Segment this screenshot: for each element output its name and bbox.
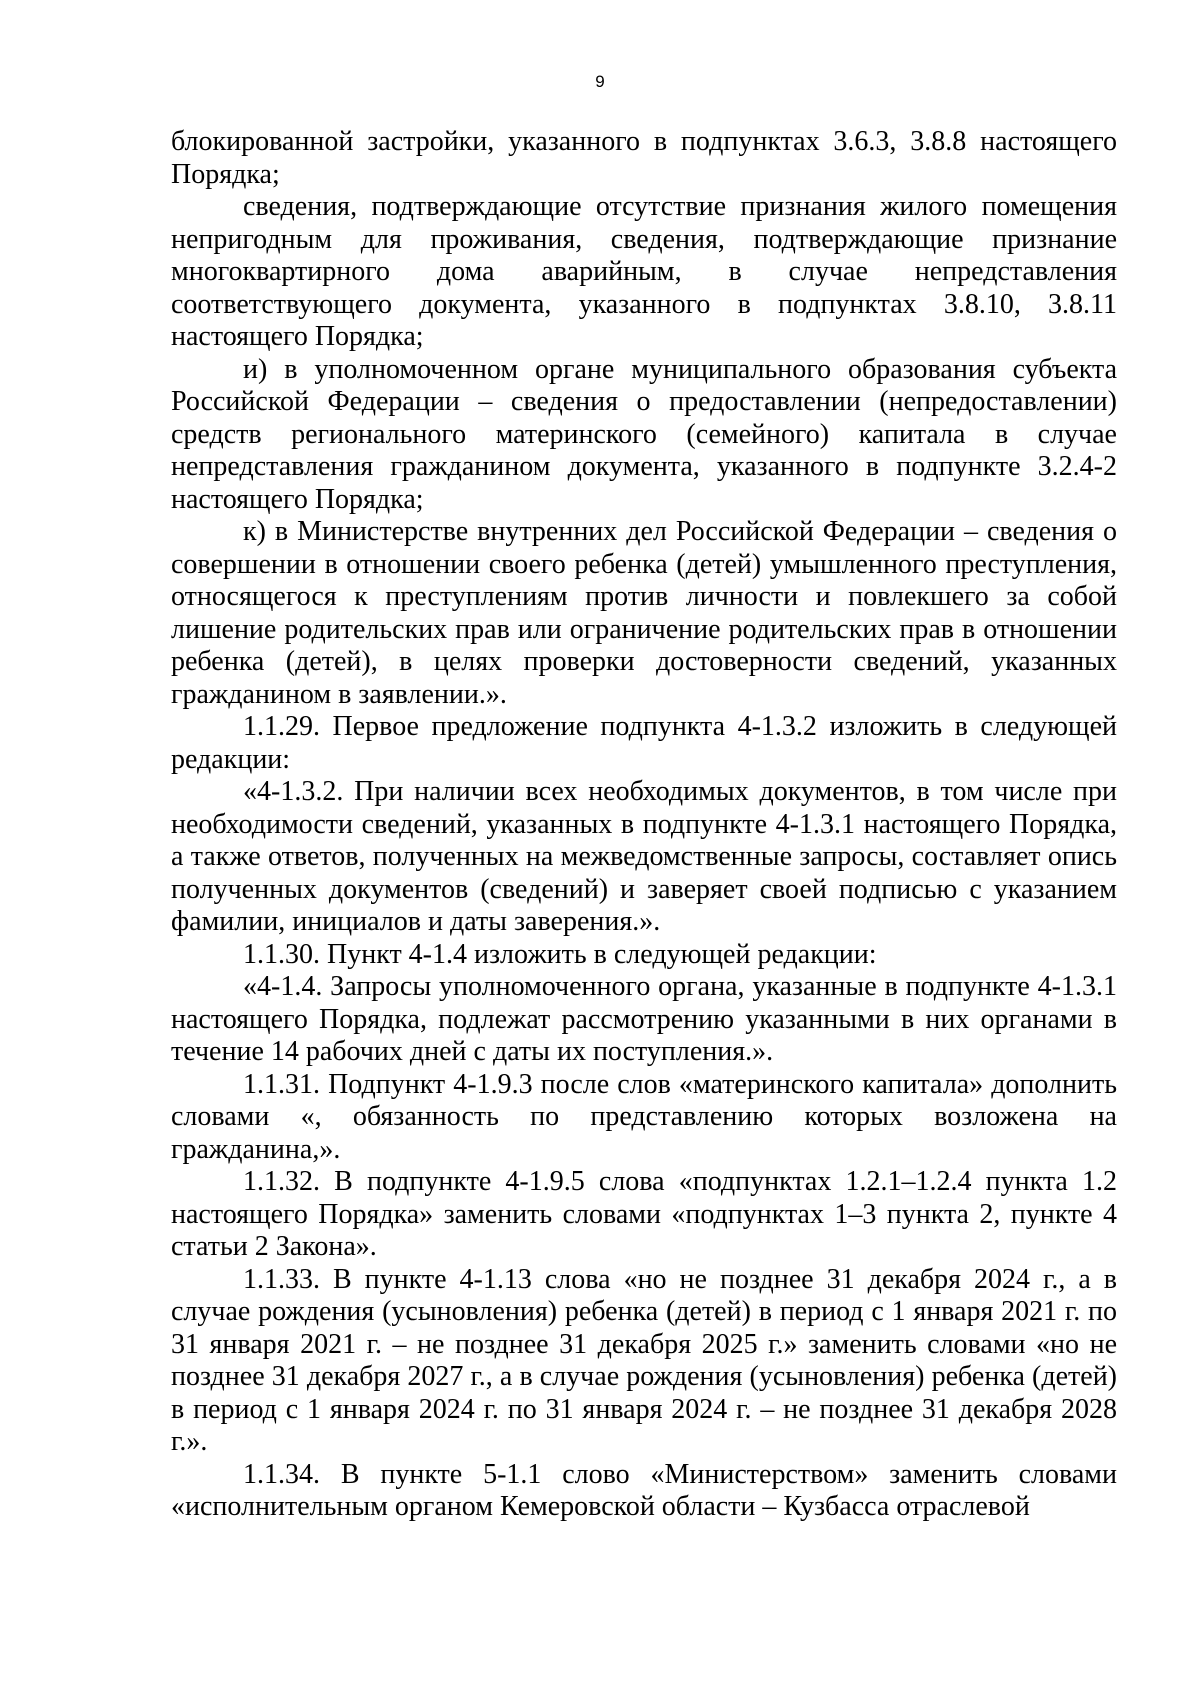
- paragraph-1-1-29: 1.1.29. Первое предложение подпункта 4-1.3.2 изложить в следующей редакции:: [171, 711, 1117, 775]
- paragraph-continuation: блокированной застройки, указанного в подпунктах 3.6.3, 3.8.8 настоящего Порядка;: [171, 126, 1117, 190]
- paragraph-item-k: к) в Министерстве внутренних дел Российской Федерации – сведения о совершении в отношении своего ребенка (детей) умышленного преступления, относящегося к преступлениям против личности и повлекшего за собой лишение родительских прав или ограничение родительских прав в отношении ребенка (детей), в целях проверки достоверности сведений, указанных гражданином в заявлении.».: [171, 516, 1117, 710]
- paragraph-item-i: и) в уполномоченном органе муниципального образования субъекта Российской Федерации – сведения о предоставлении (непредоставлении) средств регионального материнского (семейного) капитала в случае непредставления гражданином документа, указанного в подпункте 3.2.4-2 настоящего Порядка;: [171, 353, 1117, 515]
- document-body: [171, 126, 1117, 1524]
- paragraph-1-1-34: 1.1.34. В пункте 5-1.1 слово «Министерством» заменить словами «исполнительным органом Кемеровской области – Кузбасса отраслевой: [171, 1458, 1117, 1522]
- page-number: 9: [595, 72, 605, 91]
- paragraph-1-1-33: 1.1.33. В пункте 4-1.13 слова «но не позднее 31 декабря 2024 г., а в случае рождения (усыновления) ребенка (детей) в период с 1 января 2021 г. по 31 января 2021 г. – не позднее 31 декабря 2025 г.» заменить словами «но не позднее 31 декабря 2027 г., а в случае рождения (усыновления) ребенка (детей) в период с 1 января 2024 г. по 31 января 2024 г. – не позднее 31 декабря 2028 г.».: [171, 1263, 1117, 1457]
- paragraph-1-1-32: 1.1.32. В подпункте 4-1.9.5 слова «подпунктах 1.2.1–1.2.4 пункта 1.2 настоящего Порядка» заменить словами «подпунктах 1–3 пункта 2, пункте 4 статьи 2 Закона».: [171, 1166, 1117, 1262]
- paragraph-quote-4-1-3-2: «4-1.3.2. При наличии всех необходимых документов, в том числе при необходимости сведений, указанных в подпункте 4-1.3.1 настоящего Порядка, а также ответов, полученных на межведомственные запросы, составляет опись полученных документов (сведений) и заверяет своей подписью с указанием фамилии, инициалов и даты заверения.».: [171, 776, 1117, 937]
- paragraph-1-1-31: 1.1.31. Подпункт 4-1.9.3 после слов «материнского капитала» дополнить словами «, обязанность по представлению которых возложена на гражданина,».: [171, 1068, 1117, 1165]
- paragraph-housing-info: сведения, подтверждающие отсутствие признания жилого помещения непригодным для проживания, сведения, подтверждающие признание многоквартирного дома аварийным, в случае непредставления соответствующего документа, указанного в подпунктах 3.8.10, 3.8.11 настоящего Порядка;: [171, 191, 1117, 352]
- paragraph-1-1-30: 1.1.30. Пункт 4-1.4 изложить в следующей редакции:: [243, 938, 877, 970]
- paragraph-quote-4-1-4: «4-1.4. Запросы уполномоченного органа, указанные в подпункте 4-1.3.1 настоящего Порядка, подлежат рассмотрению указанными в них органами в течение 14 рабочих дней с даты их поступления.».: [171, 971, 1117, 1067]
